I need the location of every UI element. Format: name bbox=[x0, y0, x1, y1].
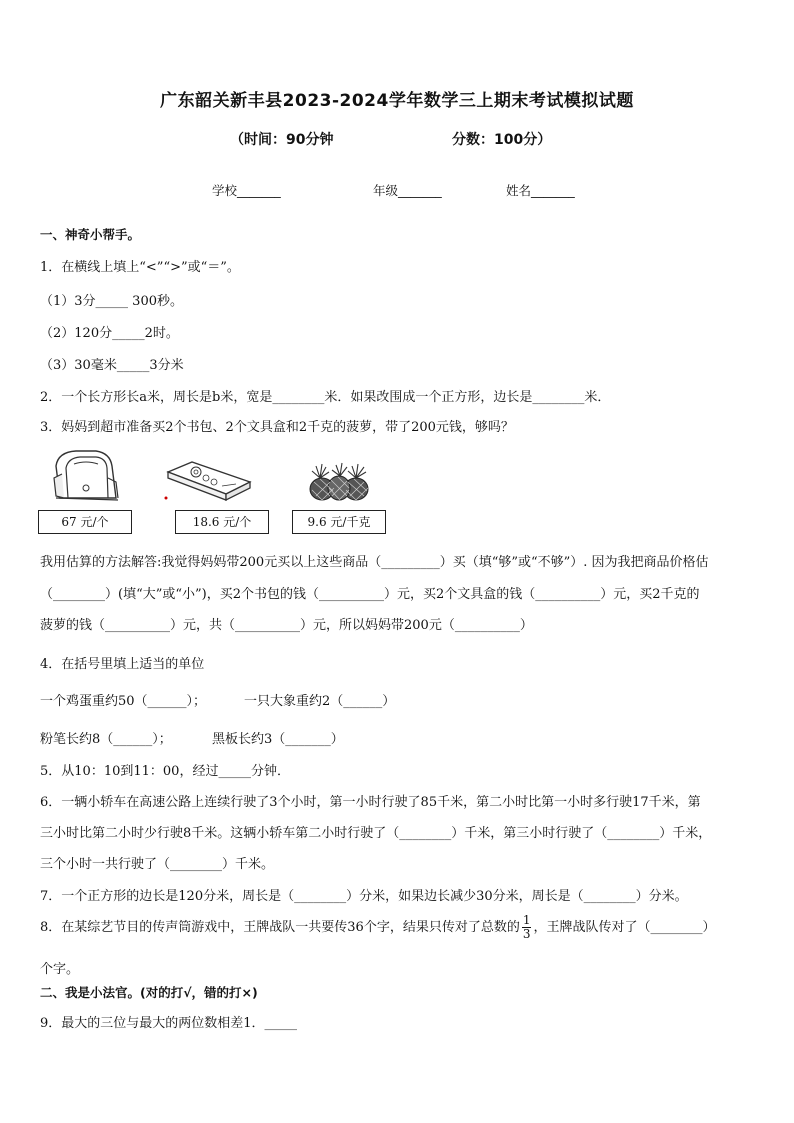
fraction-denominator: 3 bbox=[522, 927, 531, 941]
school-field: 学校_______ bbox=[212, 183, 281, 198]
question-6-line-1: 6．一辆小轿车在高速公路上连续行驶了3个小时，第一小时行驶了85千米，第二小时比第一小时多行驶17千米，第 bbox=[40, 795, 701, 810]
question-4-d: 黑板长约3（_______） bbox=[212, 732, 344, 747]
grade-field: 年级_______ bbox=[373, 183, 442, 198]
question-1-stem: 1．在横线上填上“<”“>”或“＝”。 bbox=[40, 260, 240, 275]
question-7: 7．一个正方形的边长是120分米，周长是（________）分米，如果边长减少30分米，周长是（________）分米。 bbox=[40, 889, 688, 904]
question-6-line-3: 三个小时一共行驶了（________）千米。 bbox=[40, 857, 275, 872]
name-field: 姓名_______ bbox=[506, 183, 575, 198]
question-6-line-2: 三小时比第二小时少行驶8千米。这辆小轿车第二小时行驶了（________）千米，第三小时行驶了（________）千米， bbox=[40, 826, 712, 841]
pineapple-price-box: 9.6 元/千克 bbox=[292, 510, 386, 534]
backpack-icon bbox=[46, 448, 124, 504]
question-1-b: （2）120分_____2时。 bbox=[40, 326, 179, 341]
question-3-answer-line-3: 菠萝的钱（__________）元，共（__________）元，所以妈妈带200元（__________） bbox=[40, 618, 533, 633]
question-2: 2．一个长方形长a米，周长是b米，宽是________米．如果改围成一个正方形，边长是________米． bbox=[40, 390, 611, 405]
section-heading-2: 二、我是小法官。(对的打√，错的打×) bbox=[40, 985, 258, 1000]
question-3-stem: 3．妈妈到超市准备买2个书包、2个文具盒和2千克的菠萝，带了200元钱，够吗？ bbox=[40, 420, 514, 435]
question-8-line-1 bbox=[40, 914, 715, 941]
question-1-c: （3）30毫米_____3分米 bbox=[40, 358, 184, 373]
pencil-case-icon bbox=[164, 458, 254, 504]
question-9: 9．最大的三位与最大的两位数相差1．_____ bbox=[40, 1016, 298, 1031]
section-heading-1: 一、神奇小帮手。 bbox=[40, 227, 141, 242]
fraction-numerator: 1 bbox=[522, 913, 531, 927]
question-8-line-2: 个字。 bbox=[40, 962, 80, 977]
fraction-one-third bbox=[522, 914, 532, 941]
question-1-a: （1）3分_____ 300秒。 bbox=[40, 294, 183, 309]
question-4-a: 一个鸡蛋重约50（______）； bbox=[40, 694, 207, 709]
question-8-before: 8．在某综艺节目的传声筒游戏中，王牌战队一共要传36个字，结果只传对了总数的 bbox=[40, 920, 520, 935]
pencil-case-price-box: 18.6 元/个 bbox=[175, 510, 269, 534]
question-3-answer-line-2: （________）(填“大”或“小”)，买2个书包的钱（__________）元，买2个文具盒的钱（__________）元，买2千克的 bbox=[40, 587, 700, 602]
question-8-after: ，王牌战队传对了（________） bbox=[533, 920, 716, 935]
question-5: 5．从10：10到11：00，经过_____分钟． bbox=[40, 764, 290, 779]
question-3-answer-line-1: 我用估算的方法解答:我觉得妈妈带200元买以上这些商品（_________）买（填“够”或“不够”）. 因为我把商品价格估 bbox=[40, 555, 709, 570]
question-4-b: 一只大象重约2（______） bbox=[244, 694, 396, 709]
page-title: 广东韶关新丰县2023-2024学年数学三上期末考试模拟试题 bbox=[160, 91, 634, 111]
question-4-c: 粉笔长约8（______）； bbox=[40, 732, 172, 747]
question-4-stem: 4．在括号里填上适当的单位 bbox=[40, 657, 205, 672]
pineapple-icon bbox=[308, 462, 372, 502]
exam-score: 分数：100分） bbox=[452, 132, 552, 148]
backpack-price-box: 67 元/个 bbox=[38, 510, 132, 534]
exam-time: （时间：90分钟 bbox=[230, 132, 334, 148]
